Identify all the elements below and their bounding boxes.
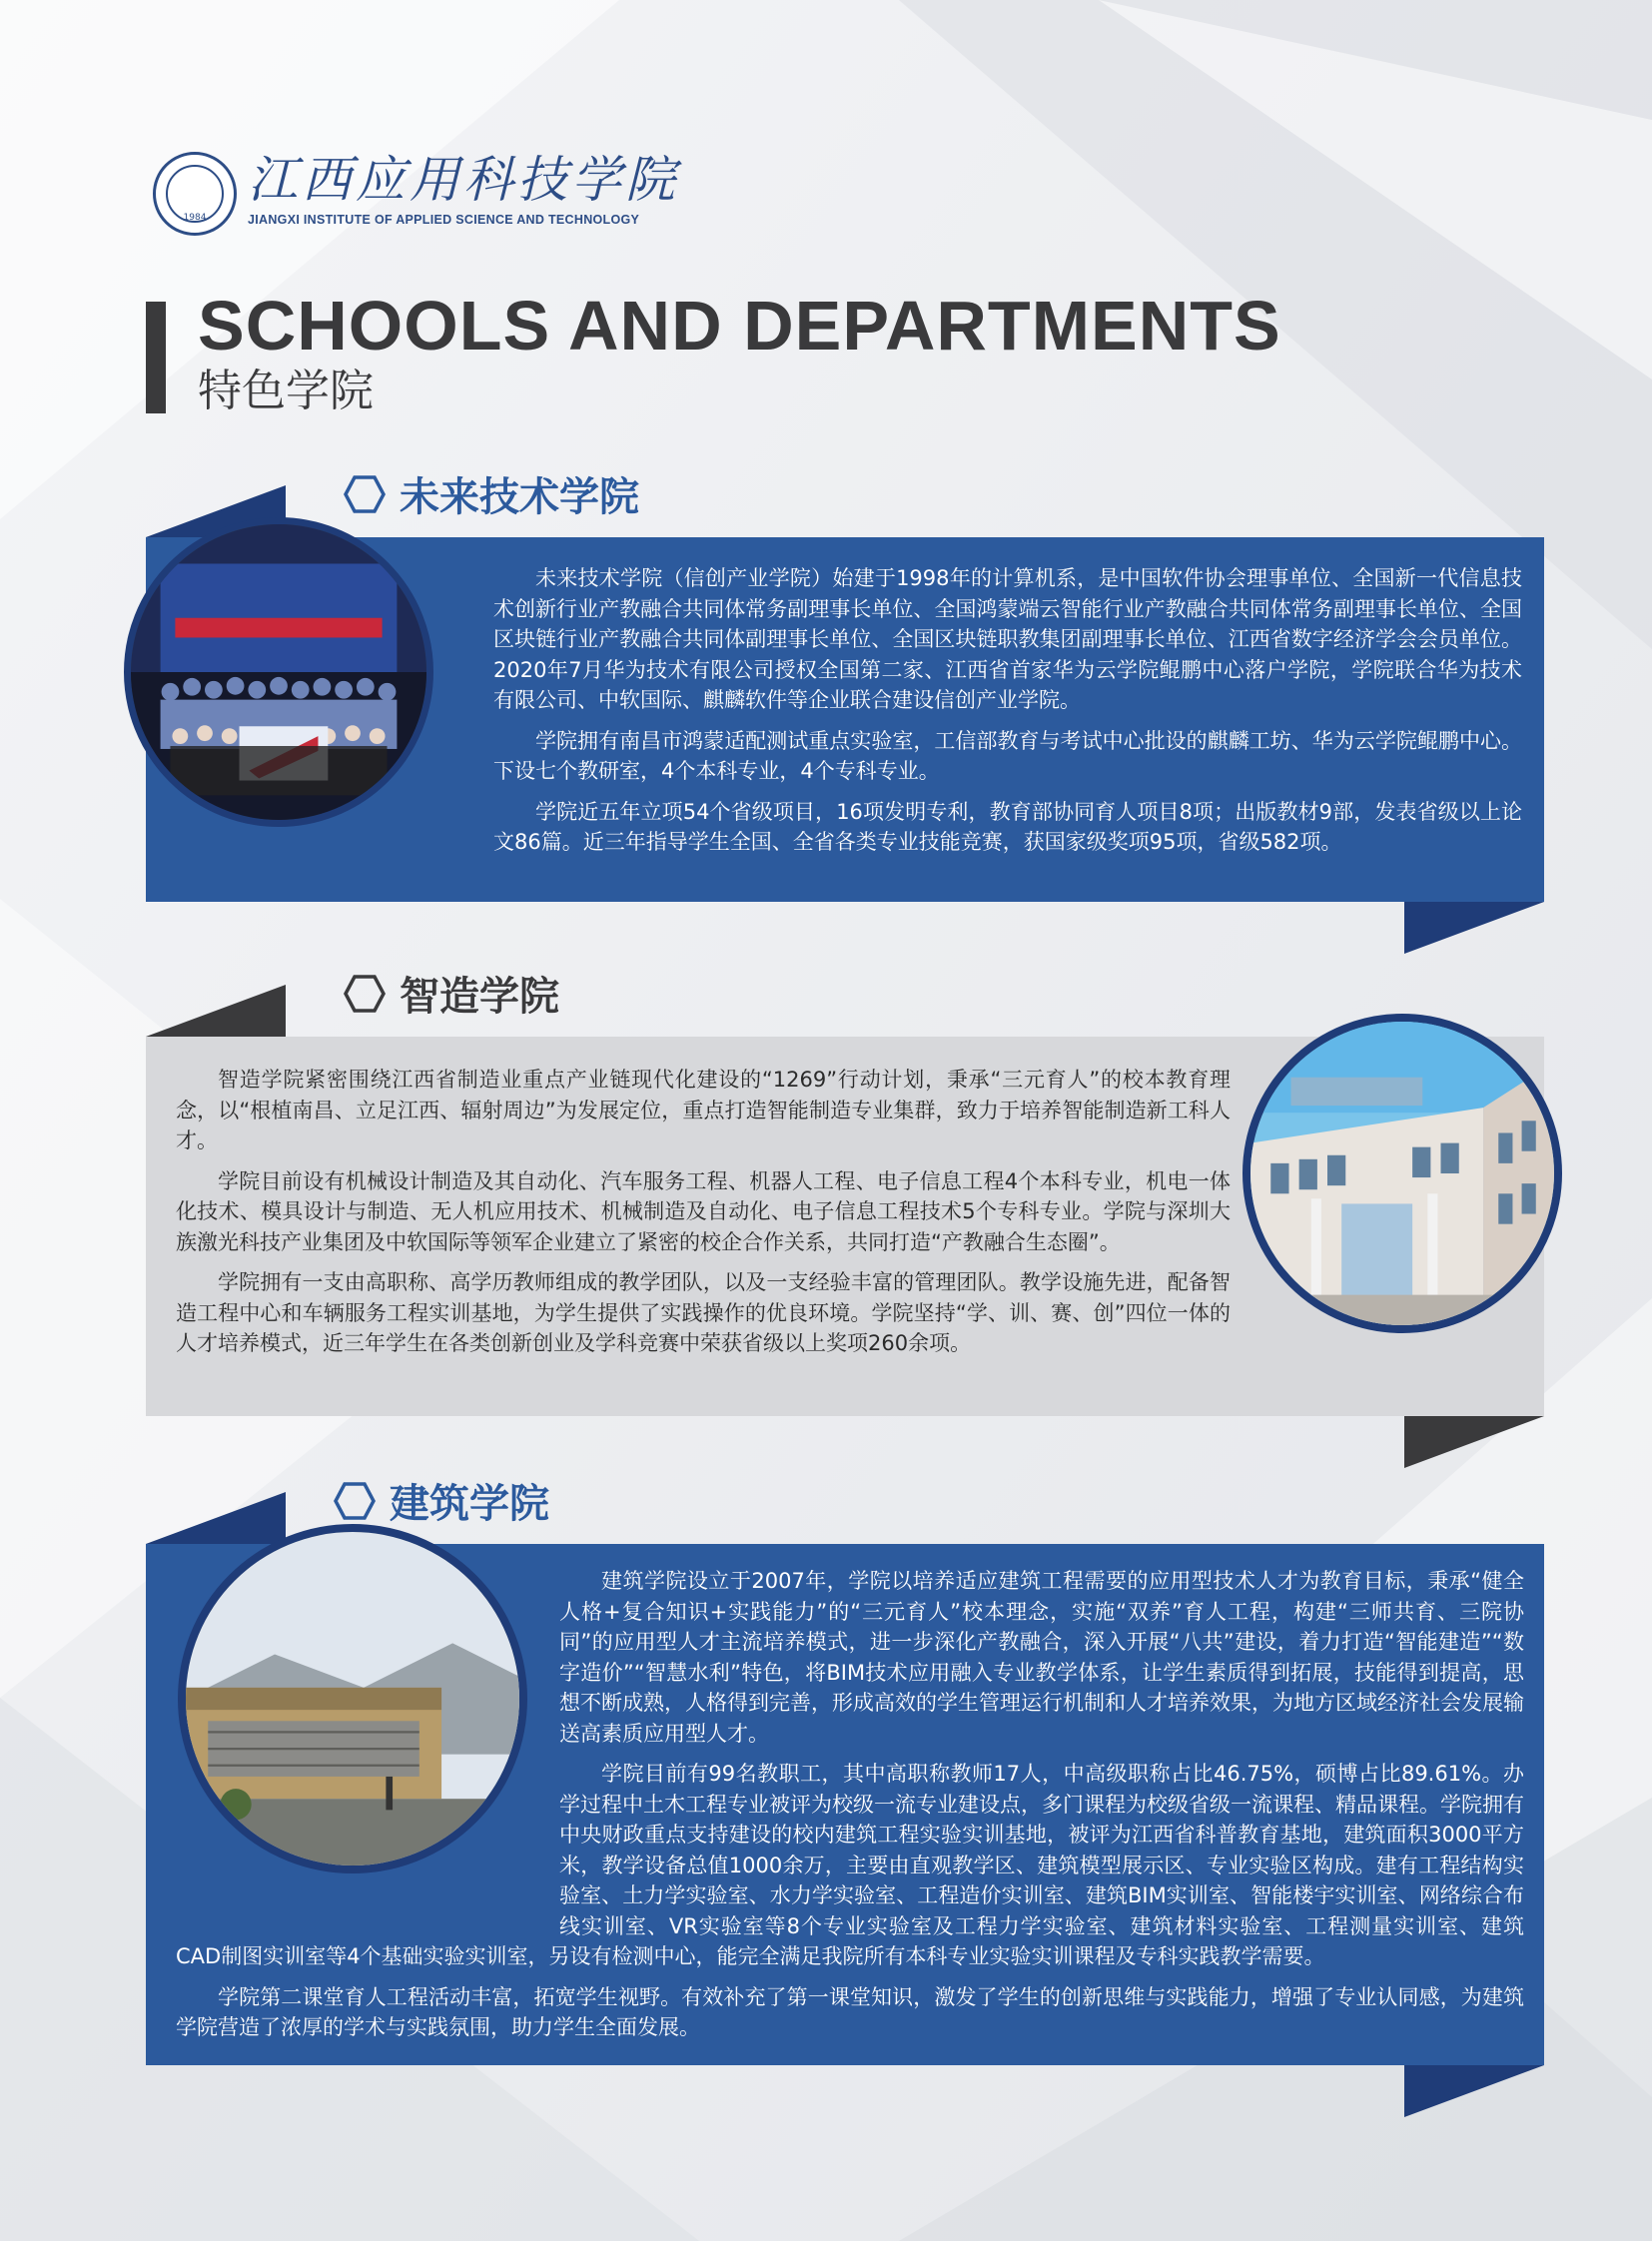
training-base-photo <box>178 1524 527 1873</box>
ribbon-fold-bottom-right <box>1404 2065 1544 2117</box>
ribbon-fold-top-left <box>146 1492 286 1544</box>
page-title-cn: 特色学院 <box>198 366 374 416</box>
section-heading <box>334 1472 549 1529</box>
graduation-group-photo <box>124 517 433 827</box>
section-heading <box>344 965 559 1022</box>
section-heading <box>344 465 639 522</box>
title-accent-bar <box>146 302 166 413</box>
paragraph: 学院拥有一支由高职称、高学历教师组成的教学团队，以及一支经验丰富的管理团队。教学设施先进，配备智造工程中心和车辆服务工程实训基地，为学生提供了实践操作的优良环境。学院坚持“学、训、赛、创”四位一体的人才培养模式，近三年学生在各类创新创业及学科竞赛中荣获省级以上奖项260余项。 <box>176 1270 1231 1355</box>
building-photo <box>1242 1014 1562 1333</box>
paragraph: 学院近五年立项54个省级项目，16项发明专利，教育部协同育人项目8项；出版教材9部，发表省级以上论文86篇。近三年指导学生全国、全省各类专业技能竞赛，获国家级奖项95项，省级582项。 <box>493 799 1522 854</box>
seal-year: 1984 <box>183 213 207 223</box>
hexagon-icon <box>344 475 386 513</box>
section-title: 智造学院 <box>400 974 559 1020</box>
school-name-cn: 江西应用科技学院 <box>248 151 679 209</box>
page-title-en: SCHOOLS AND DEPARTMENTS <box>198 287 1281 365</box>
school-name-en: JIANGXI INSTITUTE OF APPLIED SCIENCE AND TECHNOLOGY <box>248 213 640 227</box>
section-title: 建筑学院 <box>390 1481 549 1527</box>
ribbon-fold-top-left <box>146 985 286 1037</box>
paragraph: 学院目前设有机械设计制造及其自动化、汽车服务工程、机器人工程、电子信息工程4个本科专业，机电一体化技术、模具设计与制造、无人机应用技术、机械制造及自动化、电子信息工程技术5个专科专业。学院与深圳大族激光科技产业集团及中软国际等领军企业建立了紧密的校企合作关系，共同打造“产教融合生态圈”。 <box>176 1168 1231 1254</box>
paragraph: 学院拥有南昌市鸿蒙适配测试重点实验室，工信部教育与考试中心批设的麒麟工坊、华为云学院鲲鹏中心。下设七个教研室，4个本科专业，4个专科专业。 <box>493 728 1522 783</box>
paragraph: 未来技术学院（信创产业学院）始建于1998年的计算机系，是中国软件协会理事单位、全国新一代信息技术创新行业产教融合共同体常务副理事长单位、全国鸿蒙端云智能行业产教融合共同体常务副理事长单位、全国区块链行业产教融合共同体副理事长单位、全国区块链职教集团副理事长单位、江西省数字经济学会会员单位。2020年7月华为技术有限公司授权全国第二家、江西省首家华为云学院鲲鹏中心落户学院，学院联合华为技术有限公司、中软国际、麒麟软件等企业联合建设信创产业学院。 <box>493 566 1522 712</box>
paragraph: 智造学院紧密围绕江西省制造业重点产业链现代化建设的“1269”行动计划，秉承“三元育人”的校本教育理念，以“根植南昌、立足江西、辐射周边”为发展定位，重点打造智能制造专业集群，致力于培养智能制造新工科人才。 <box>176 1068 1231 1152</box>
paragraph: 学院第二课堂育人工程活动丰富，拓宽学生视野。有效补充了第一课堂知识，激发了学生的创新思维与实践能力，增强了专业认同感，为建筑学院营造了浓厚的学术与实践氛围，助力学生全面发展。 <box>176 1984 1524 2039</box>
section-title: 未来技术学院 <box>400 474 639 520</box>
hexagon-icon <box>344 975 386 1013</box>
paragraph: 建筑学院设立于2007年，学院以培养适应建筑工程需要的应用型技术人才为教育目标，秉承“健全人格+复合知识+实践能力”的“三元育人”校本理念，实施“双养”育人工程，构建“三师共育、三院协同”的应用型人才主流培养模式，进一步深化产教融合，深入开展“八共”建设，着力打造“智能建造”“数字造价”“智慧水利”特色，将BIM技术应用融入专业教学体系，让学生素质得到拓展，技能得到提高，思想不断成熟，人格得到完善，形成高效的学生管理运行机制和人才培养效果，为地方区域经济社会发展输送高素质应用型人才。 <box>559 1569 1524 1746</box>
paragraph: 学院目前有99名教职工，其中高职称教师17人，中高级职称占比46.75%，硕博占比89.61%。办学过程中土木工程专业被评为校级一流专业建设点，多门课程为校级省级一流课程、精品课程。学院拥有中央财政重点支持建设的校内建筑工程实验实训基地，被评为江西省科普教育基地，建筑面积3000平方米，教学设备总值1000余万，主要由直观教学区、建筑模型展示区、专业实验区构成。建有工程结构实验室、土力学实验室、水力学实验室、工程造价实训室、建筑BIM实训室、智能楼宇实训室、网络综合布线实训室、VR实验室等8个专业实验室及工程力学实验室、建筑材料实验室、工程测量实训室、建筑CAD制图实训室等4个基础实验实训室，另设有检测中心，能完全满足我院所有本科专业实验实训课程及专科实践教学需要。 <box>176 1762 1524 1968</box>
ribbon-fold-bottom-right <box>1404 902 1544 954</box>
ribbon-fold-bottom-right <box>1404 1416 1544 1468</box>
school-seal-logo <box>153 152 237 236</box>
hexagon-icon <box>334 1482 376 1520</box>
